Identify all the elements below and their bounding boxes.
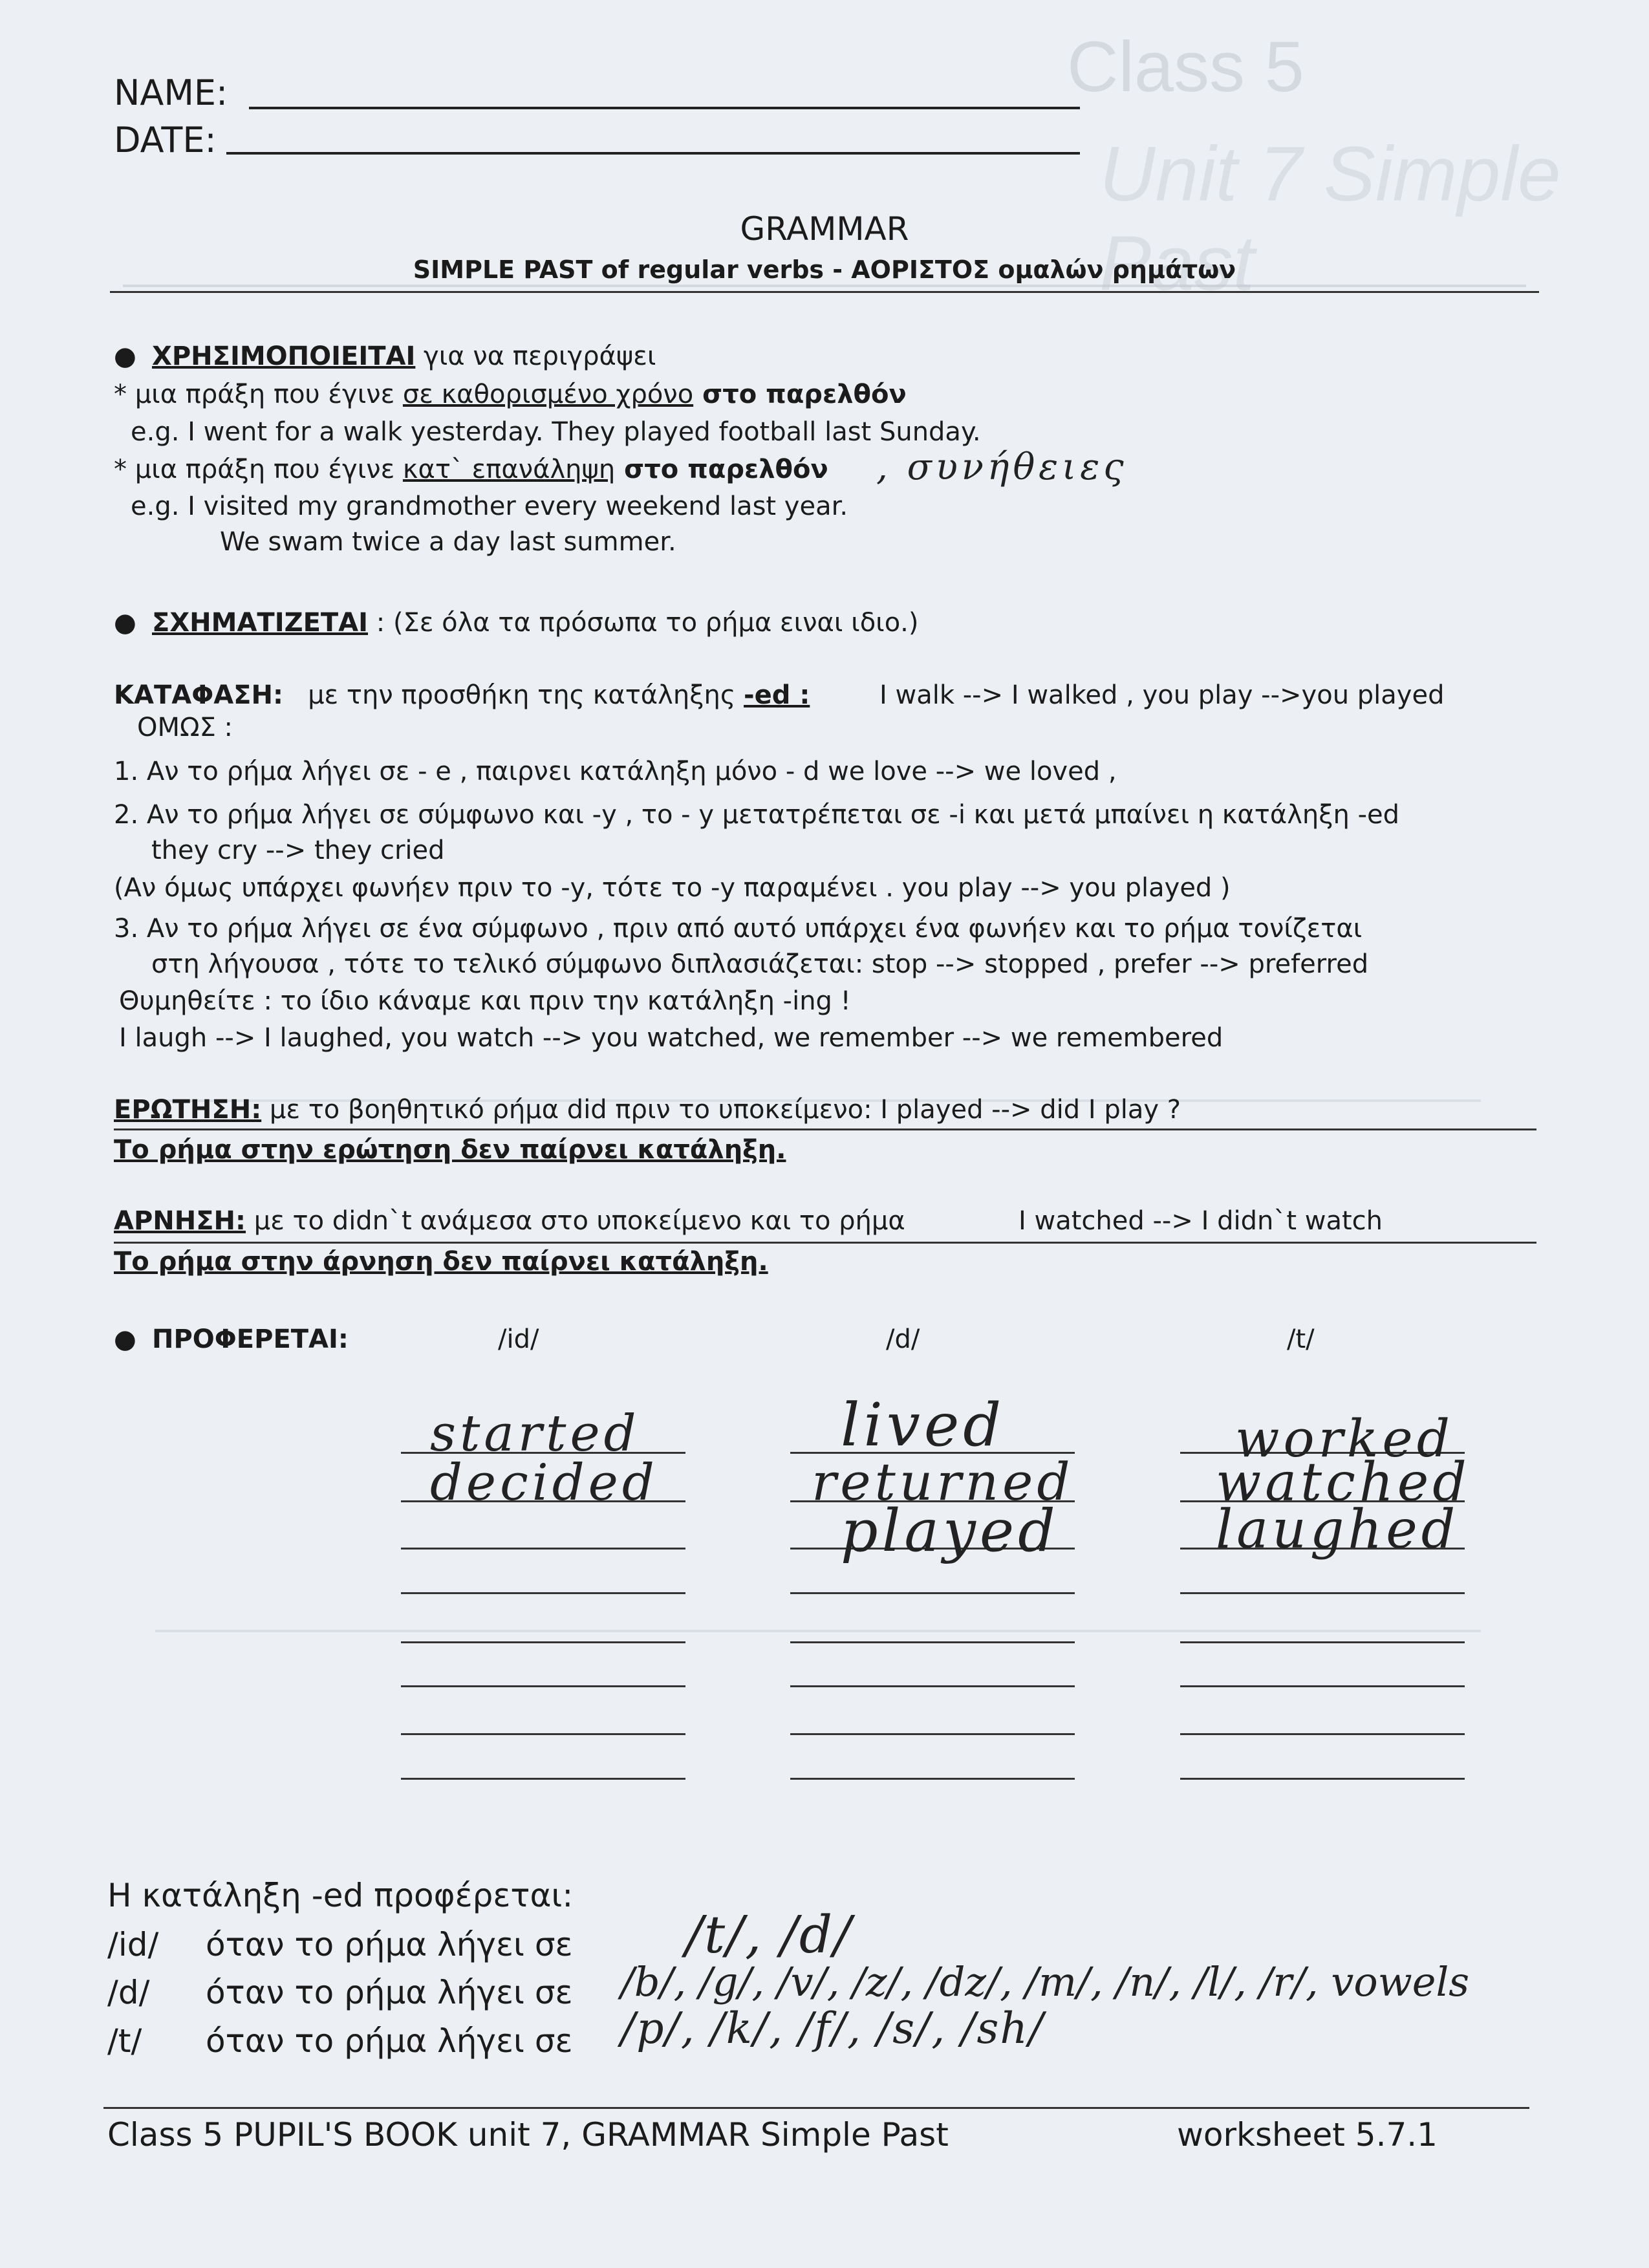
- endings-id-text: όταν το ρήμα λήγει σε: [206, 1926, 573, 1963]
- date-field[interactable]: [226, 152, 1080, 155]
- bullet: ●: [114, 1324, 136, 1354]
- footer-left: Class 5 PUPIL'S BOOK unit 7, GRAMMAR Simple Past: [107, 2116, 949, 2154]
- endings-t-label: /t/: [107, 2022, 142, 2060]
- bullet: ●: [114, 608, 136, 638]
- answer-line[interactable]: [1180, 1778, 1465, 1780]
- name-field[interactable]: [249, 107, 1080, 109]
- affirmative-omos: ΟΜΩΣ :: [137, 713, 233, 742]
- affirmative-example: I walk --> I walked , you play -->you played: [879, 680, 1445, 710]
- divider: [103, 2107, 1529, 2109]
- bullet: ●: [114, 341, 136, 371]
- rule-2: 2. Αν το ρήμα λήγει σε σύμφωνο και -y , το - y μετατρέπεται σε -i και μετά μπαίνει η κατάληξη -ed: [114, 800, 1400, 830]
- answer-line[interactable]: [401, 1641, 685, 1643]
- endings-d-label: /d/: [107, 1974, 150, 2011]
- answer-line[interactable]: [790, 1778, 1075, 1780]
- handwritten-word: decided: [430, 1454, 658, 1512]
- answer-line[interactable]: [790, 1733, 1075, 1735]
- rule-2b: they cry --> they cried: [151, 836, 445, 865]
- rule-3: 3. Αν το ρήμα λήγει σε ένα σύμφωνο , πριν από αυτό υπάρχει ένα φωνήεν και το ρήμα τονίζεται: [114, 914, 1363, 944]
- rule-reminder: Θυμηθείτε : το ίδιο κάναμε και πριν την κατάληξη -ing !: [119, 986, 851, 1016]
- handwritten-note: , συνήθειες: [876, 446, 1128, 488]
- usage-heading-line: ΧΡΗΣΙΜΟΠΟΙΕΙΤΑΙ για να περιγράψει: [152, 341, 656, 371]
- endings-id-label: /id/: [107, 1926, 159, 1963]
- answer-line[interactable]: [1180, 1733, 1465, 1735]
- name-label: NAME:: [114, 72, 228, 113]
- page-title: GRAMMAR: [740, 210, 909, 248]
- date-label: DATE:: [114, 120, 217, 160]
- negative-note: Το ρήμα στην άρνηση δεν παίρνει κατάληξη.: [114, 1247, 768, 1277]
- rule-examples: I laugh --> I laughed, you watch --> you watched, we remember --> we remembered: [119, 1023, 1223, 1053]
- handwritten-word: returned: [812, 1452, 1074, 1512]
- endings-d-text: όταν το ρήμα λήγει σε: [206, 1974, 573, 2011]
- handwritten-word: lived: [841, 1390, 1006, 1460]
- bleed-through-rule: [123, 285, 1526, 287]
- bleed-through-rule: [155, 1630, 1481, 1632]
- endings-t-text: όταν το ρήμα λήγει σε: [206, 2022, 573, 2060]
- column-id-heading: /id/: [498, 1324, 539, 1354]
- handwritten-answer: /b/, /g/, /v/, /z/, /dz/, /m/, /n/, /l/, /r/, vowels: [621, 1958, 1470, 2005]
- rule-3b: στη λήγουσα , τότε το τελικό σύμφωνο διπλασιάζεται: stop --> stopped , prefer --> preferred: [151, 949, 1369, 979]
- answer-line[interactable]: [1180, 1592, 1465, 1594]
- answer-line[interactable]: [1180, 1685, 1465, 1687]
- question-note: Το ρήμα στην ερώτηση δεν παίρνει κατάληξη.: [114, 1135, 786, 1165]
- footer-right: worksheet 5.7.1: [1177, 2116, 1438, 2154]
- divider: [114, 1242, 1536, 1244]
- pronunciation-label: ΠΡΟΦΕΡΕΤΑΙ:: [152, 1324, 349, 1354]
- answer-line[interactable]: [401, 1733, 685, 1735]
- handwritten-word: laughed: [1216, 1499, 1460, 1561]
- usage-example-1: e.g. I went for a walk yesterday. They played football last Sunday.: [131, 417, 981, 447]
- question-line: ΕΡΩΤΗΣΗ: με το βοηθητικό ρήμα did πριν το υποκείμενο: I played --> did I play ?: [114, 1095, 1181, 1125]
- rule-2c: (Αν όμως υπάρχει φωνήεν πριν το -y, τότε το -y παραμένει . you play --> you played ): [114, 873, 1231, 903]
- usage-point-1: * μια πράξη που έγινε σε καθορισμένο χρόνο στο παρελθόν: [114, 380, 907, 409]
- negative-line: ΑΡΝΗΣΗ: με το didn`t ανάμεσα στο υποκείμενο και το ρήμα: [114, 1206, 905, 1236]
- answer-line[interactable]: [401, 1592, 685, 1594]
- affirmative-line: ΚΑΤΑΦΑΣΗ: με την προσθήκη της κατάληξης -ed :: [114, 680, 810, 710]
- usage-point-2: * μια πράξη που έγινε κατ` επανάληψη στο παρελθόν: [114, 455, 828, 484]
- handwritten-word: worked: [1235, 1409, 1454, 1469]
- bleed-through-text: Unit 7 Simple Past: [1099, 131, 1561, 307]
- column-d-heading: /d/: [886, 1324, 920, 1354]
- divider: [110, 291, 1539, 293]
- handwritten-word: started: [430, 1405, 640, 1463]
- column-t-heading: /t/: [1287, 1324, 1315, 1354]
- answer-line[interactable]: [790, 1592, 1075, 1594]
- answer-line[interactable]: [401, 1685, 685, 1687]
- handwritten-word: watched: [1216, 1452, 1471, 1513]
- handwritten-answer: /p/, /k/, /f/, /s/, /sh/: [621, 2003, 1045, 2053]
- page-subtitle: SIMPLE PAST of regular verbs - ΑΟΡΙΣΤΟΣ ομαλών ρημάτων: [413, 255, 1236, 284]
- rule-1: 1. Αν το ρήμα λήγει σε - e , παιρνει κατάληξη μόνο - d we love --> we loved ,: [114, 757, 1117, 786]
- answer-line[interactable]: [790, 1641, 1075, 1643]
- usage-example-3: We swam twice a day last summer.: [220, 527, 676, 557]
- answer-line[interactable]: [401, 1548, 685, 1550]
- endings-heading: Η κατάληξη -ed προφέρεται:: [107, 1877, 574, 1914]
- formation-heading-line: ΣΧΗΜΑΤΙΖΕΤΑΙ : (Σε όλα τα πρόσωπα το ρήμα ειναι ιδιο.): [152, 608, 919, 638]
- usage-example-2: e.g. I visited my grandmother every weekend last year.: [131, 491, 848, 521]
- handwritten-answer: /t/, /d/: [685, 1905, 853, 1965]
- divider: [114, 1129, 1536, 1130]
- answer-line[interactable]: [1180, 1641, 1465, 1643]
- answer-line[interactable]: [401, 1778, 685, 1780]
- handwritten-word: played: [841, 1497, 1059, 1565]
- negative-example: I watched --> I didn`t watch: [1018, 1206, 1383, 1236]
- answer-line[interactable]: [790, 1685, 1075, 1687]
- bleed-through-text: Class 5: [1067, 27, 1304, 107]
